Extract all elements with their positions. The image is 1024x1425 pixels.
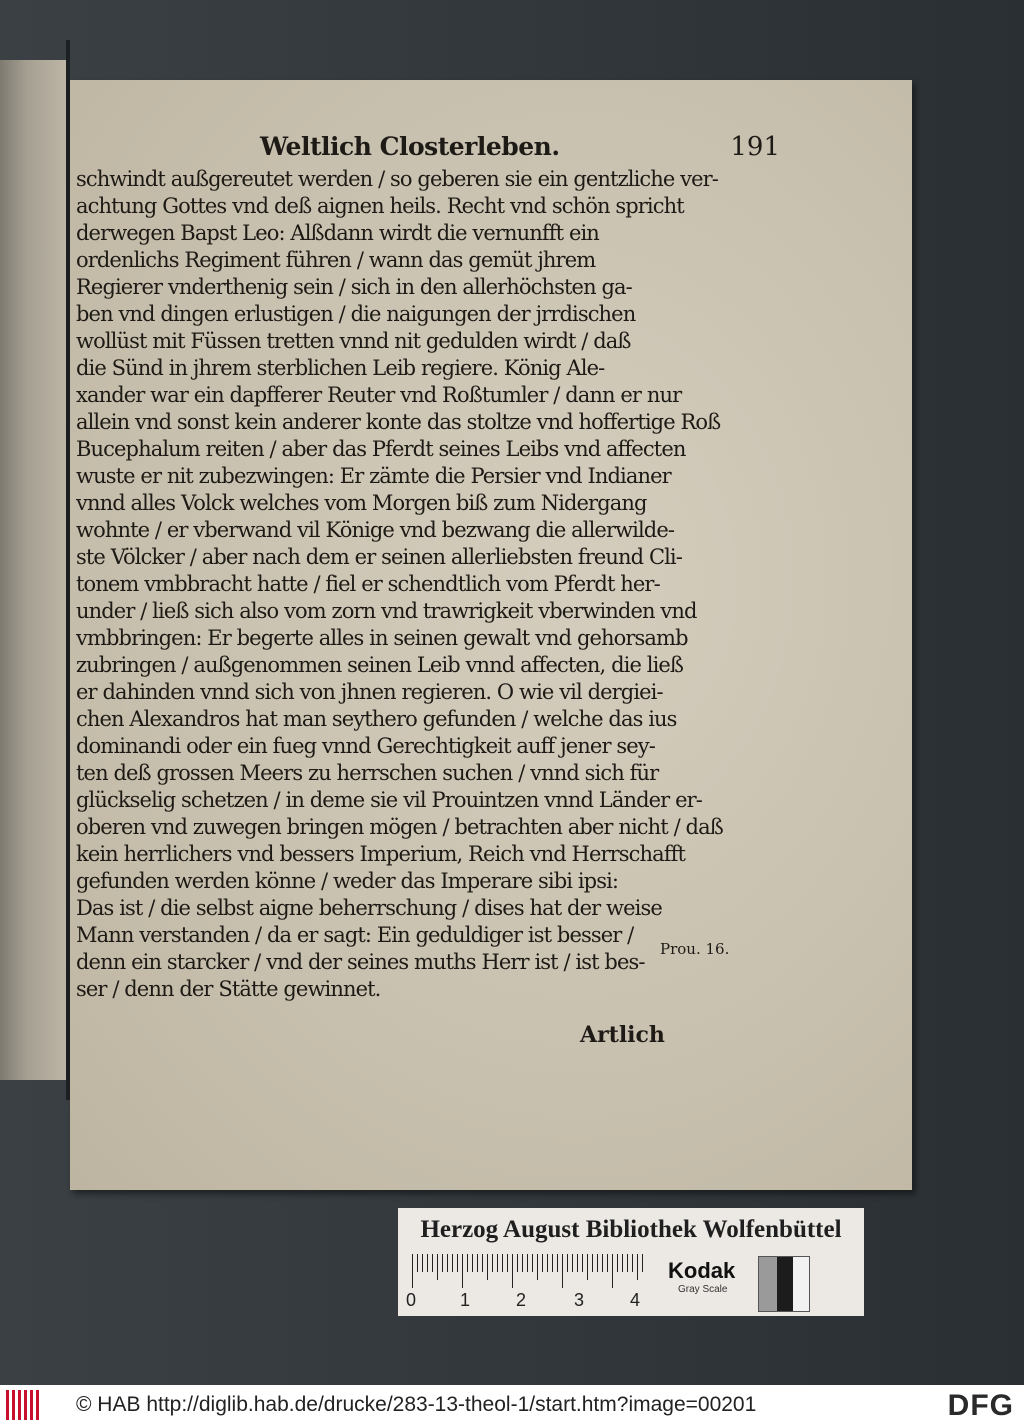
- ruler-tick: [507, 1254, 508, 1272]
- text-line: Bucephalum reiten / aber das Pferdt seines Leibs vnd affecten: [76, 437, 686, 461]
- text-line: zubringen / außgenommen seinen Leib vnnd affecten, die ließ: [76, 653, 684, 677]
- ruler-number: 0: [406, 1290, 417, 1310]
- hab-logo-icon: [6, 1390, 40, 1420]
- ruler-tick: [512, 1254, 513, 1288]
- ruler-tick: [517, 1254, 518, 1272]
- ruler-tick: [437, 1254, 438, 1280]
- ruler-tick: [637, 1254, 638, 1280]
- ruler-tick: [497, 1254, 498, 1272]
- text-line: vmbbringen: Er begerte alles in seinen gewalt vnd gehorsamb: [76, 626, 688, 650]
- text-line: Das ist / die selbst aigne beherrschung / dises hat der weise: [76, 896, 662, 920]
- text-line: ordenlichs Regiment führen / wann das gemüt jhrem: [76, 248, 596, 272]
- gray-scale-patches: [758, 1256, 810, 1312]
- text-line: chen Alexandros hat man seythero gefunden / welche das ius: [76, 707, 677, 731]
- ruler-number: 2: [516, 1290, 527, 1310]
- ruler-tick: [482, 1254, 483, 1272]
- ruler-tick: [432, 1254, 433, 1272]
- text-line: ser / denn der Stätte gewinnet.: [76, 977, 381, 1001]
- text-line: ten deß grossen Meers zu herrschen suchen / vnnd sich für: [76, 761, 659, 785]
- ruler-tick: [502, 1254, 503, 1272]
- marginal-note: Prou. 16.: [660, 940, 730, 958]
- ruler-tick: [457, 1254, 458, 1272]
- ruler-tick: [487, 1254, 488, 1280]
- footer-citation-link[interactable]: © HAB http://diglib.hab.de/drucke/283-13-theol-1/start.htm?image=00201: [76, 1393, 757, 1416]
- text-line: Mann verstanden / da er sagt: Ein geduldiger ist besser /: [76, 923, 634, 947]
- page-paper: [70, 80, 912, 1190]
- ruler-tick: [542, 1254, 543, 1272]
- text-line: kein herrlichers vnd bessers Imperium, Reich vnd Herrschafft: [76, 842, 686, 866]
- ruler-tick: [577, 1254, 578, 1272]
- ruler-tick: [582, 1254, 583, 1272]
- text-line: under / ließ sich also vom zorn vnd trawrigkeit vberwinden vnd: [76, 599, 697, 623]
- text-line: wollüst mit Füssen tretten vnnd nit gedulden wirdt / daß: [76, 329, 631, 353]
- text-line: dominandi oder ein fueg vnnd Gerechtigkeit auff jener sey-: [76, 734, 655, 758]
- ruler-tick: [597, 1254, 598, 1272]
- ruler-tick: [422, 1254, 423, 1272]
- hab-logo-bar: [6, 1390, 9, 1420]
- page-number: 191: [730, 132, 780, 162]
- facing-page-edge: [0, 60, 68, 1080]
- ruler-tick: [452, 1254, 453, 1272]
- scale-ruler: [412, 1254, 642, 1292]
- text-line: xander war ein dapfferer Reuter vnd Roßtumler / dann er nur: [76, 383, 682, 407]
- text-line: Regierer vnderthenig sein / sich in den allerhöchsten ga-: [76, 275, 632, 299]
- ruler-number: 3: [574, 1290, 585, 1310]
- gray-patch: [759, 1257, 777, 1311]
- text-line: wuste er nit zubezwingen: Er zämte die Persier vnd Indianer: [76, 464, 671, 488]
- black-patch: [777, 1257, 793, 1311]
- ruler-tick: [642, 1254, 643, 1272]
- hab-logo-bar: [12, 1390, 15, 1420]
- ruler-tick: [612, 1254, 613, 1288]
- text-line: allein vnd sonst kein anderer konte das stoltze vnd hoffertige Roß: [76, 410, 721, 434]
- ruler-number: 4: [630, 1290, 641, 1310]
- color-target-card: [398, 1208, 864, 1316]
- ruler-tick: [427, 1254, 428, 1272]
- library-name: Herzog August Bibliothek Wolfenbüttel: [420, 1216, 842, 1243]
- kodak-logo: Kodak: [668, 1258, 736, 1283]
- text-line: tonem vmbbracht hatte / fiel er schendtlich vom Pferdt her-: [76, 572, 660, 596]
- text-line: gefunden werden könne / weder das Imperare sibi ipsi:: [76, 869, 619, 893]
- ruler-tick: [442, 1254, 443, 1272]
- ruler-tick: [552, 1254, 553, 1272]
- ruler-numbers: [406, 1290, 656, 1310]
- hab-logo-bar: [18, 1390, 21, 1420]
- ruler-tick: [532, 1254, 533, 1272]
- text-line: oberen vnd zuwegen bringen mögen / betrachten aber nicht / daß: [76, 815, 723, 839]
- gray-scale-label: Gray Scale: [678, 1284, 728, 1295]
- ruler-tick: [492, 1254, 493, 1272]
- ruler-tick: [417, 1254, 418, 1272]
- text-line: wohnte / er vberwand vil Könige vnd bezwang die allerwilde-: [76, 518, 675, 542]
- dfg-logo: DFG: [947, 1389, 1014, 1422]
- ruler-tick: [607, 1254, 608, 1272]
- ruler-tick: [572, 1254, 573, 1272]
- ruler-tick: [472, 1254, 473, 1272]
- ruler-tick: [557, 1254, 558, 1272]
- ruler-tick: [462, 1254, 463, 1288]
- text-line: ben vnd dingen erlustigen / die naigungen der jrrdischen: [76, 302, 636, 326]
- ruler-tick: [562, 1254, 563, 1288]
- ruler-tick: [477, 1254, 478, 1272]
- text-line: die Sünd in jhrem sterblichen Leib regiere. König Ale-: [76, 356, 605, 380]
- ruler-tick: [567, 1254, 568, 1272]
- ruler-tick: [522, 1254, 523, 1272]
- ruler-tick: [627, 1254, 628, 1272]
- footer-bar: [0, 1385, 1024, 1425]
- catchword: Artlich: [580, 1022, 665, 1048]
- book-page: [70, 80, 912, 1190]
- text-line: derwegen Bapst Leo: Alßdann wirdt die vernunfft ein: [76, 221, 599, 245]
- text-line: vnnd alles Volck welches vom Morgen biß zum Nidergang: [76, 491, 647, 515]
- hab-logo-bar: [36, 1390, 39, 1420]
- hab-logo-bar: [24, 1390, 27, 1420]
- ruler-tick: [622, 1254, 623, 1272]
- text-line: glückselig schetzen / in deme sie vil Prouintzen vnnd Länder er-: [76, 788, 702, 812]
- ruler-number: 1: [460, 1290, 471, 1310]
- text-line: ste Völcker / aber nach dem er seinen allerliebsten freund Cli-: [76, 545, 682, 569]
- ruler-tick: [617, 1254, 618, 1272]
- hab-logo-bar: [30, 1390, 33, 1420]
- text-line: schwindt außgereutet werden / so geberen sie ein gentzliche ver-: [76, 167, 719, 191]
- text-line: achtung Gottes vnd deß aignen heils. Recht vnd schön spricht: [76, 194, 684, 218]
- white-patch: [793, 1257, 809, 1311]
- ruler-tick: [412, 1254, 413, 1288]
- running-title: Weltlich Closterleben.: [260, 132, 560, 161]
- ruler-tick: [602, 1254, 603, 1272]
- text-line: denn ein starcker / vnd der seines muths Herr ist / ist bes-: [76, 950, 645, 974]
- ruler-tick: [587, 1254, 588, 1280]
- text-line: er dahinden vnnd sich von jhnen regieren. O wie vil dergiei-: [76, 680, 663, 704]
- ruler-tick: [632, 1254, 633, 1272]
- ruler-tick: [592, 1254, 593, 1272]
- ruler-tick: [547, 1254, 548, 1272]
- ruler-tick: [527, 1254, 528, 1272]
- ruler-tick: [447, 1254, 448, 1272]
- ruler-tick: [537, 1254, 538, 1280]
- ruler-tick: [467, 1254, 468, 1272]
